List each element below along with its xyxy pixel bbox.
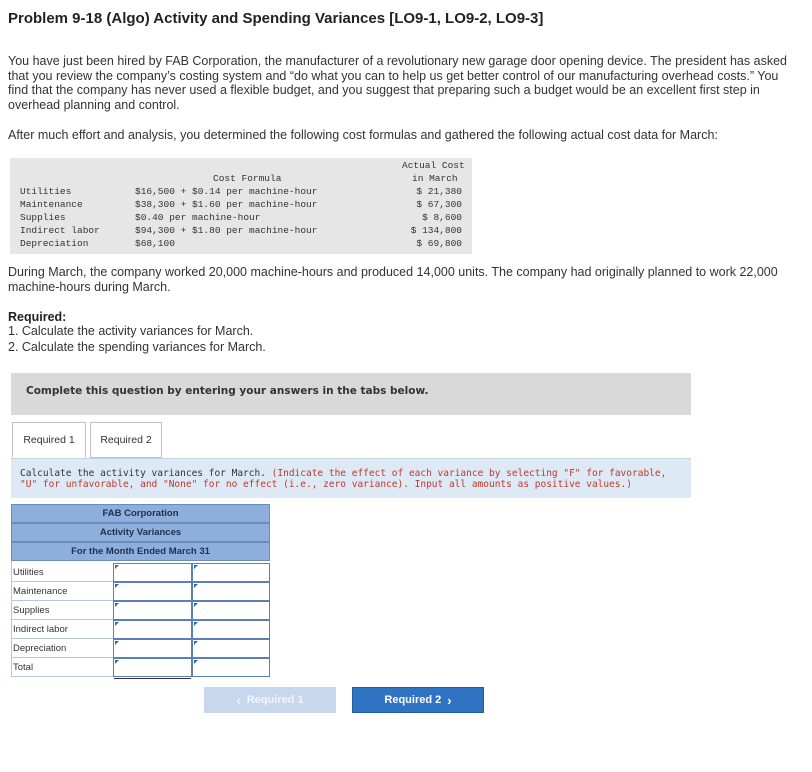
cost-row <box>10 199 472 212</box>
variance-amount-input[interactable] <box>113 582 192 601</box>
input-marker-icon <box>115 660 119 664</box>
variance-amount-input[interactable] <box>113 601 192 620</box>
cost-data-intro: After much effort and analysis, you determined the following cost formulas and gathered the following actual cost data for March: <box>8 128 718 142</box>
cost-row-label: Maintenance <box>20 199 83 210</box>
input-marker-icon <box>194 584 198 588</box>
grid-row-label: Total <box>13 662 34 673</box>
cost-row-actual: $ 67,300 <box>416 199 462 210</box>
variance-effect-select[interactable] <box>192 620 270 639</box>
grid-header-period: For the Month Ended March 31 <box>11 542 270 561</box>
variance-amount-input[interactable] <box>113 639 192 658</box>
required-heading: Required: <box>8 310 67 324</box>
next-tab-button[interactable] <box>352 687 484 713</box>
grid-row-label: Maintenance <box>13 586 68 597</box>
grid-row <box>11 639 270 658</box>
variance-effect-select[interactable] <box>192 639 270 658</box>
cost-formula-header: Cost Formula <box>213 173 282 184</box>
input-marker-icon <box>194 622 198 626</box>
cost-row-formula: $16,500 + $0.14 per machine-hour <box>135 186 318 197</box>
grid-header-title: Activity Variances <box>11 523 270 542</box>
grid-row-label: Indirect labor <box>13 624 68 635</box>
cost-row-label: Depreciation <box>20 238 89 249</box>
grid-row-label: Depreciation <box>13 643 67 654</box>
next-tab-label: Required 2 <box>384 694 442 706</box>
cost-formula-table <box>10 158 472 254</box>
grid-row-label: Utilities <box>13 567 44 578</box>
actual-cost-header-month: in March <box>412 173 458 184</box>
input-marker-icon <box>115 641 119 645</box>
variance-amount-input[interactable] <box>113 620 192 639</box>
input-marker-icon <box>194 641 198 645</box>
grid-row-label: Supplies <box>13 605 50 616</box>
input-marker-icon <box>115 565 119 569</box>
variance-effect-select[interactable] <box>192 601 270 620</box>
total-effect-select[interactable] <box>192 658 270 677</box>
previous-tab-label: Required 1 <box>246 694 304 706</box>
cost-row <box>10 212 472 225</box>
instructions-text <box>20 468 680 490</box>
cost-row-formula: $68,100 <box>135 238 175 249</box>
input-marker-icon <box>194 565 198 569</box>
instructions-box <box>11 458 691 498</box>
instructions-main: Calculate the activity variances for March. <box>20 468 272 479</box>
instructions-highlight: (Indicate the effect of each variance by selecting "F" for favorable, "U" for unfavorable, and "None" for no effect (i.e., zero variance). Input all amounts as positive values.) <box>20 468 667 490</box>
total-amount-input[interactable] <box>113 658 192 677</box>
input-marker-icon <box>115 584 119 588</box>
cost-row-actual: $ 21,380 <box>416 186 462 197</box>
cost-row-label: Supplies <box>20 212 66 223</box>
cost-row-formula: $0.40 per machine-hour <box>135 212 261 223</box>
tab-required-1[interactable]: Required 1 <box>12 422 86 458</box>
required-item: 1. Calculate the activity variances for March. <box>8 324 254 338</box>
grid-row <box>11 620 270 639</box>
problem-title: Problem 9-18 (Algo) Activity and Spending Variances [LO9-1, LO9-2, LO9-3] <box>8 10 544 27</box>
grid-row-total <box>11 658 270 677</box>
chevron-right-icon: › <box>447 692 452 708</box>
cost-row-actual: $ 134,800 <box>410 225 462 236</box>
march-activity-paragraph: During March, the company worked 20,000 machine-hours and produced 14,000 units. The company had originally planned to work 22,000 machine-hours during March. <box>8 265 778 294</box>
grid-left-border <box>11 561 12 677</box>
variance-amount-input[interactable] <box>113 563 192 582</box>
tab-required-2[interactable]: Required 2 <box>90 422 162 458</box>
grid-header-company: FAB Corporation <box>11 504 270 523</box>
complete-question-bar <box>11 373 691 415</box>
grid-row <box>11 601 270 620</box>
input-marker-icon <box>115 622 119 626</box>
cost-row-actual: $ 8,600 <box>422 212 462 223</box>
variance-effect-select[interactable] <box>192 582 270 601</box>
previous-tab-button[interactable] <box>204 687 336 713</box>
cost-row-actual: $ 69,800 <box>416 238 462 249</box>
chevron-left-icon: ‹ <box>236 692 241 708</box>
cost-row-formula: $94,300 + $1.80 per machine-hour <box>135 225 318 236</box>
double-underline <box>114 677 191 679</box>
input-marker-icon <box>194 660 198 664</box>
cost-row-formula: $38,300 + $1.60 per machine-hour <box>135 199 318 210</box>
cost-row-label: Indirect labor <box>20 225 100 236</box>
actual-cost-header: Actual Cost <box>402 160 465 171</box>
grid-row <box>11 582 270 601</box>
complete-question-text: Complete this question by entering your answers in the tabs below. <box>26 385 429 397</box>
intro-paragraph: You have just been hired by FAB Corporation, the manufacturer of a revolutionary new garage door opening device. The president has asked that you review the company’s costing system and “do what you can to help us get better control of our manufacturing overhead costs.” You find that the company has never used a flexible budget, and you suggest that preparing such a budget would be an excellent first step in overhead planning and control. <box>8 54 787 112</box>
cost-row-label: Utilities <box>20 186 72 197</box>
input-marker-icon <box>115 603 119 607</box>
grid-row <box>11 563 270 582</box>
required-item: 2. Calculate the spending variances for March. <box>8 340 266 354</box>
variance-effect-select[interactable] <box>192 563 270 582</box>
cost-row <box>10 238 472 251</box>
input-marker-icon <box>194 603 198 607</box>
cost-row <box>10 225 472 238</box>
cost-row <box>10 186 472 199</box>
